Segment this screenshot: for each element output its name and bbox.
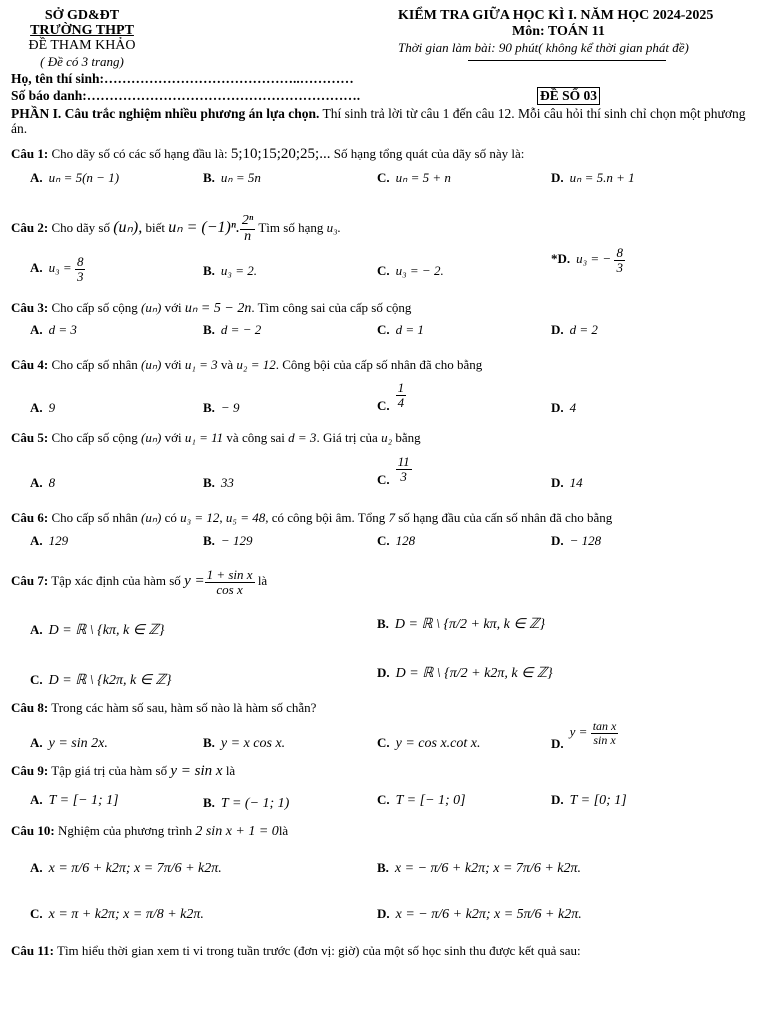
question-text-mid: biết xyxy=(142,220,165,236)
question-7-option-a[interactable]: A. D = ℝ \ {kπ, k ∈ ℤ} xyxy=(30,622,165,638)
question-1-option-c[interactable]: C. uₙ = 5 + n xyxy=(377,170,451,185)
question-text-mid: với xyxy=(161,300,185,315)
subject-label: Môn: TOÁN 11 xyxy=(512,24,605,39)
question-1-option-b[interactable]: B. uₙ = 5n xyxy=(203,170,261,185)
question-text: Tập giá trị của hàm số xyxy=(48,763,171,778)
question-9 xyxy=(11,763,235,780)
question-text: Cho dãy số có các số hạng đầu là: xyxy=(48,146,228,161)
question-label: Câu 5: xyxy=(11,430,49,445)
question-8-option-d[interactable]: D.y = $\frac{\text{tan x}}{\text{sin x}}$ xyxy=(551,719,617,752)
question-text-tail: là xyxy=(222,763,236,778)
part1-description: Thí sinh trả lời từ câu 1 đến câu 12. Mỗi câu hỏi thí sinh chỉ chọn một phương án. xyxy=(11,106,746,136)
question-label: Câu 3: xyxy=(11,300,49,315)
sequence-terms: 5;10;15;20;25;... xyxy=(230,146,331,162)
question-8-option-a[interactable]: A. y = sin 2x. xyxy=(30,735,108,751)
function-lhs: y = xyxy=(184,573,205,590)
question-label: Câu 1: xyxy=(11,146,49,161)
question-2 xyxy=(11,214,341,244)
page-count-label: ( Đề có 3 trang) xyxy=(40,54,124,69)
question-label: Câu 11: xyxy=(11,943,54,958)
question-4-option-b[interactable]: B. − 9 xyxy=(203,400,240,415)
question-7-option-b[interactable]: B. D = ℝ \ {π/2 + kπ, k ∈ ℤ} xyxy=(377,616,546,632)
question-text-tail: . Giá trị của xyxy=(316,430,382,445)
question-text-tail2: số hạng đầu của cấn số nhân đã cho bằng xyxy=(394,510,613,525)
question-11 xyxy=(11,943,581,959)
sequence-symbol: (uₙ) xyxy=(141,357,162,372)
question-9-option-b[interactable]: B. T = (− 1; 1) xyxy=(203,795,290,811)
question-text: Tập xác định của hàm số xyxy=(48,573,185,589)
question-6 xyxy=(11,510,612,526)
question-3 xyxy=(11,300,411,317)
target-term: u₂ xyxy=(381,430,393,445)
question-text-tail: . Công bội của cấp số nhân đã cho bằng xyxy=(275,357,483,372)
question-10-option-c[interactable]: C. x = π + k2π; x = π/8 + k2π. xyxy=(30,906,204,922)
question-text-mid: với xyxy=(161,430,185,445)
part1-instructions xyxy=(11,106,751,136)
question-label: Câu 6: xyxy=(11,510,49,525)
question-text: Cho dãy số xyxy=(48,220,110,236)
question-2-option-a[interactable]: A. u₃ = $\frac{8}{3}$ xyxy=(30,254,84,284)
first-term: u₁ = 3 xyxy=(184,357,218,372)
question-5 xyxy=(11,430,421,446)
question-6-option-b[interactable]: B. − 129 xyxy=(203,533,253,548)
third-term: u₃ = 12 xyxy=(180,510,220,525)
question-8-option-b[interactable]: B. y = x cos x. xyxy=(203,735,286,751)
department-label: SỞ GD&ĐT xyxy=(44,8,120,23)
sequence-formula: uₙ = (−1)ⁿ. xyxy=(168,219,240,237)
question-10-option-b[interactable]: B. x = − π/6 + k2π; x = 7π/6 + k2π. xyxy=(377,860,582,876)
question-text-tail: Tìm số hạng xyxy=(258,220,327,236)
term-count: 7 xyxy=(388,510,395,525)
question-4 xyxy=(11,357,482,373)
question-5-option-b[interactable]: B. 33 xyxy=(203,475,234,490)
sequence-symbol: (uₙ) xyxy=(141,300,162,315)
question-1-option-d[interactable]: D. uₙ = 5.n + 1 xyxy=(551,170,635,185)
question-2-option-d[interactable]: *D. u₃ = − $\frac{8}{3}$ xyxy=(551,245,623,275)
question-text: Cho cấp số nhân xyxy=(48,357,141,372)
function-fraction: $\frac{\text{1 + sin x}}{\text{cos x}}$ xyxy=(206,567,253,597)
question-5-option-c[interactable]: C. $\frac{11}{3}$ xyxy=(377,454,410,488)
question-text-mid2: , xyxy=(219,510,226,525)
exam-type-label: ĐỀ THAM KHẢO xyxy=(28,38,136,53)
question-text-tail: là xyxy=(254,573,268,589)
sequence-symbol: (uₙ), xyxy=(113,219,143,237)
student-name-field: Họ, tên thí sinh:……………………………………..………… xyxy=(11,71,354,86)
question-label: Câu 10: xyxy=(11,823,55,838)
exam-title: KIỂM TRA GIỮA HỌC KÌ I. NĂM HỌC 2024-2025 xyxy=(398,8,714,23)
question-6-option-d[interactable]: D. − 128 xyxy=(551,533,602,548)
sequence-symbol: (uₙ) xyxy=(141,510,162,525)
duration-label: Thời gian làm bài: 90 phút( không kể thời gian phát đề) xyxy=(398,40,689,55)
question-text-tail: , có công bội âm. Tổng xyxy=(265,510,389,525)
question-8-option-c[interactable]: C. y = cos x.cot x. xyxy=(377,735,481,751)
sequence-fraction: $\frac{\text{2ⁿ}}{n}$ xyxy=(241,213,254,244)
question-4-option-a[interactable]: A. 9 xyxy=(30,400,56,415)
question-4-option-c[interactable]: C. $\frac{1}{4}$ xyxy=(377,380,405,414)
common-difference: d = 3 xyxy=(288,430,317,445)
question-10-option-d[interactable]: D. x = − π/6 + k2π; x = 5π/6 + k2π. xyxy=(377,906,582,922)
question-text-tail2: bằng xyxy=(392,430,421,445)
question-text-tail: Số hạng tổng quát của dãy số này là: xyxy=(330,146,525,161)
question-text: Nghiệm của phương trình xyxy=(54,823,196,838)
sequence-symbol: (uₙ) xyxy=(141,430,162,445)
question-10-option-a[interactable]: A. x = π/6 + k2π; x = 7π/6 + k2π. xyxy=(30,860,222,876)
question-3-option-c[interactable]: C. d = 1 xyxy=(377,322,424,337)
question-text: Cho cấp số cộng xyxy=(48,300,141,315)
question-label: Câu 2: xyxy=(11,220,49,236)
question-text: Cho cấp số nhân xyxy=(48,510,141,525)
question-9-option-c[interactable]: C. T = [− 1; 0] xyxy=(377,792,466,808)
question-4-option-d[interactable]: D. 4 xyxy=(551,400,577,415)
first-term: u₁ = 11 xyxy=(184,430,224,445)
exam-code-badge: ĐỀ SỐ 03 xyxy=(537,87,600,105)
target-term: u₃. xyxy=(326,220,341,236)
question-label: Câu 7: xyxy=(11,573,49,589)
question-5-option-d[interactable]: D. 14 xyxy=(551,475,583,490)
second-term: u₂ = 12 xyxy=(236,357,276,372)
question-text-mid2: và công sai xyxy=(223,430,289,445)
equation: 2 sin x + 1 = 0 xyxy=(195,824,279,839)
question-6-option-a[interactable]: A. 129 xyxy=(30,533,69,548)
question-3-option-d[interactable]: D. d = 2 xyxy=(551,322,598,337)
question-10 xyxy=(11,823,288,840)
question-9-option-d[interactable]: D. T = [0; 1] xyxy=(551,792,627,808)
fifth-term: u₅ = 48 xyxy=(225,510,266,525)
question-1 xyxy=(11,146,524,163)
question-2-option-b[interactable]: B. u₃ = 2. xyxy=(203,263,257,278)
question-text-mid: có xyxy=(161,510,181,525)
header-divider xyxy=(468,60,666,61)
question-text-tail: là xyxy=(278,823,289,838)
question-9-option-a[interactable]: A. T = [− 1; 1] xyxy=(30,792,119,808)
sequence-formula: uₙ = 5 − 2n xyxy=(184,301,252,316)
question-3-option-b[interactable]: B. d = − 2 xyxy=(203,322,262,337)
question-label: Câu 8: xyxy=(11,700,49,715)
function-formula: y = sin x xyxy=(170,763,223,779)
question-8 xyxy=(11,700,316,716)
question-7 xyxy=(11,568,267,596)
question-label: Câu 9: xyxy=(11,763,49,778)
question-5-option-a[interactable]: A. 8 xyxy=(30,475,56,490)
question-label: Câu 4: xyxy=(11,357,49,372)
question-2-option-c[interactable]: C. u₃ = − 2. xyxy=(377,263,444,278)
part1-title: PHẦN I. Câu trắc nghiệm nhiều phương án lựa chọn. xyxy=(11,106,320,121)
question-7-option-c[interactable]: C. D = ℝ \ {k2π, k ∈ ℤ} xyxy=(30,672,172,688)
question-text-tail: . Tìm công sai của cấp số cộng xyxy=(251,300,412,315)
student-id-field: Số báo danh:……………………………………………………. xyxy=(11,88,361,103)
question-text: Cho cấp số cộng xyxy=(48,430,141,445)
question-1-option-a[interactable]: A. uₙ = 5(n − 1) xyxy=(30,170,120,185)
question-text-mid2: và xyxy=(217,357,237,372)
question-text: Tìm hiểu thời gian xem ti vi trong tuần trước (đơn vị: giờ) của một số học sinh thu được kết quả sau: xyxy=(53,943,581,958)
question-3-option-a[interactable]: A. d = 3 xyxy=(30,322,77,337)
question-text-mid: với xyxy=(161,357,185,372)
question-text: Trong các hàm số sau, hàm số nào là hàm số chẵn? xyxy=(48,700,317,715)
question-6-option-c[interactable]: C. 128 xyxy=(377,533,416,548)
school-label: TRƯỜNG THPT xyxy=(30,23,134,38)
question-7-option-d[interactable]: D. D = ℝ \ {π/2 + k2π, k ∈ ℤ} xyxy=(377,665,553,681)
